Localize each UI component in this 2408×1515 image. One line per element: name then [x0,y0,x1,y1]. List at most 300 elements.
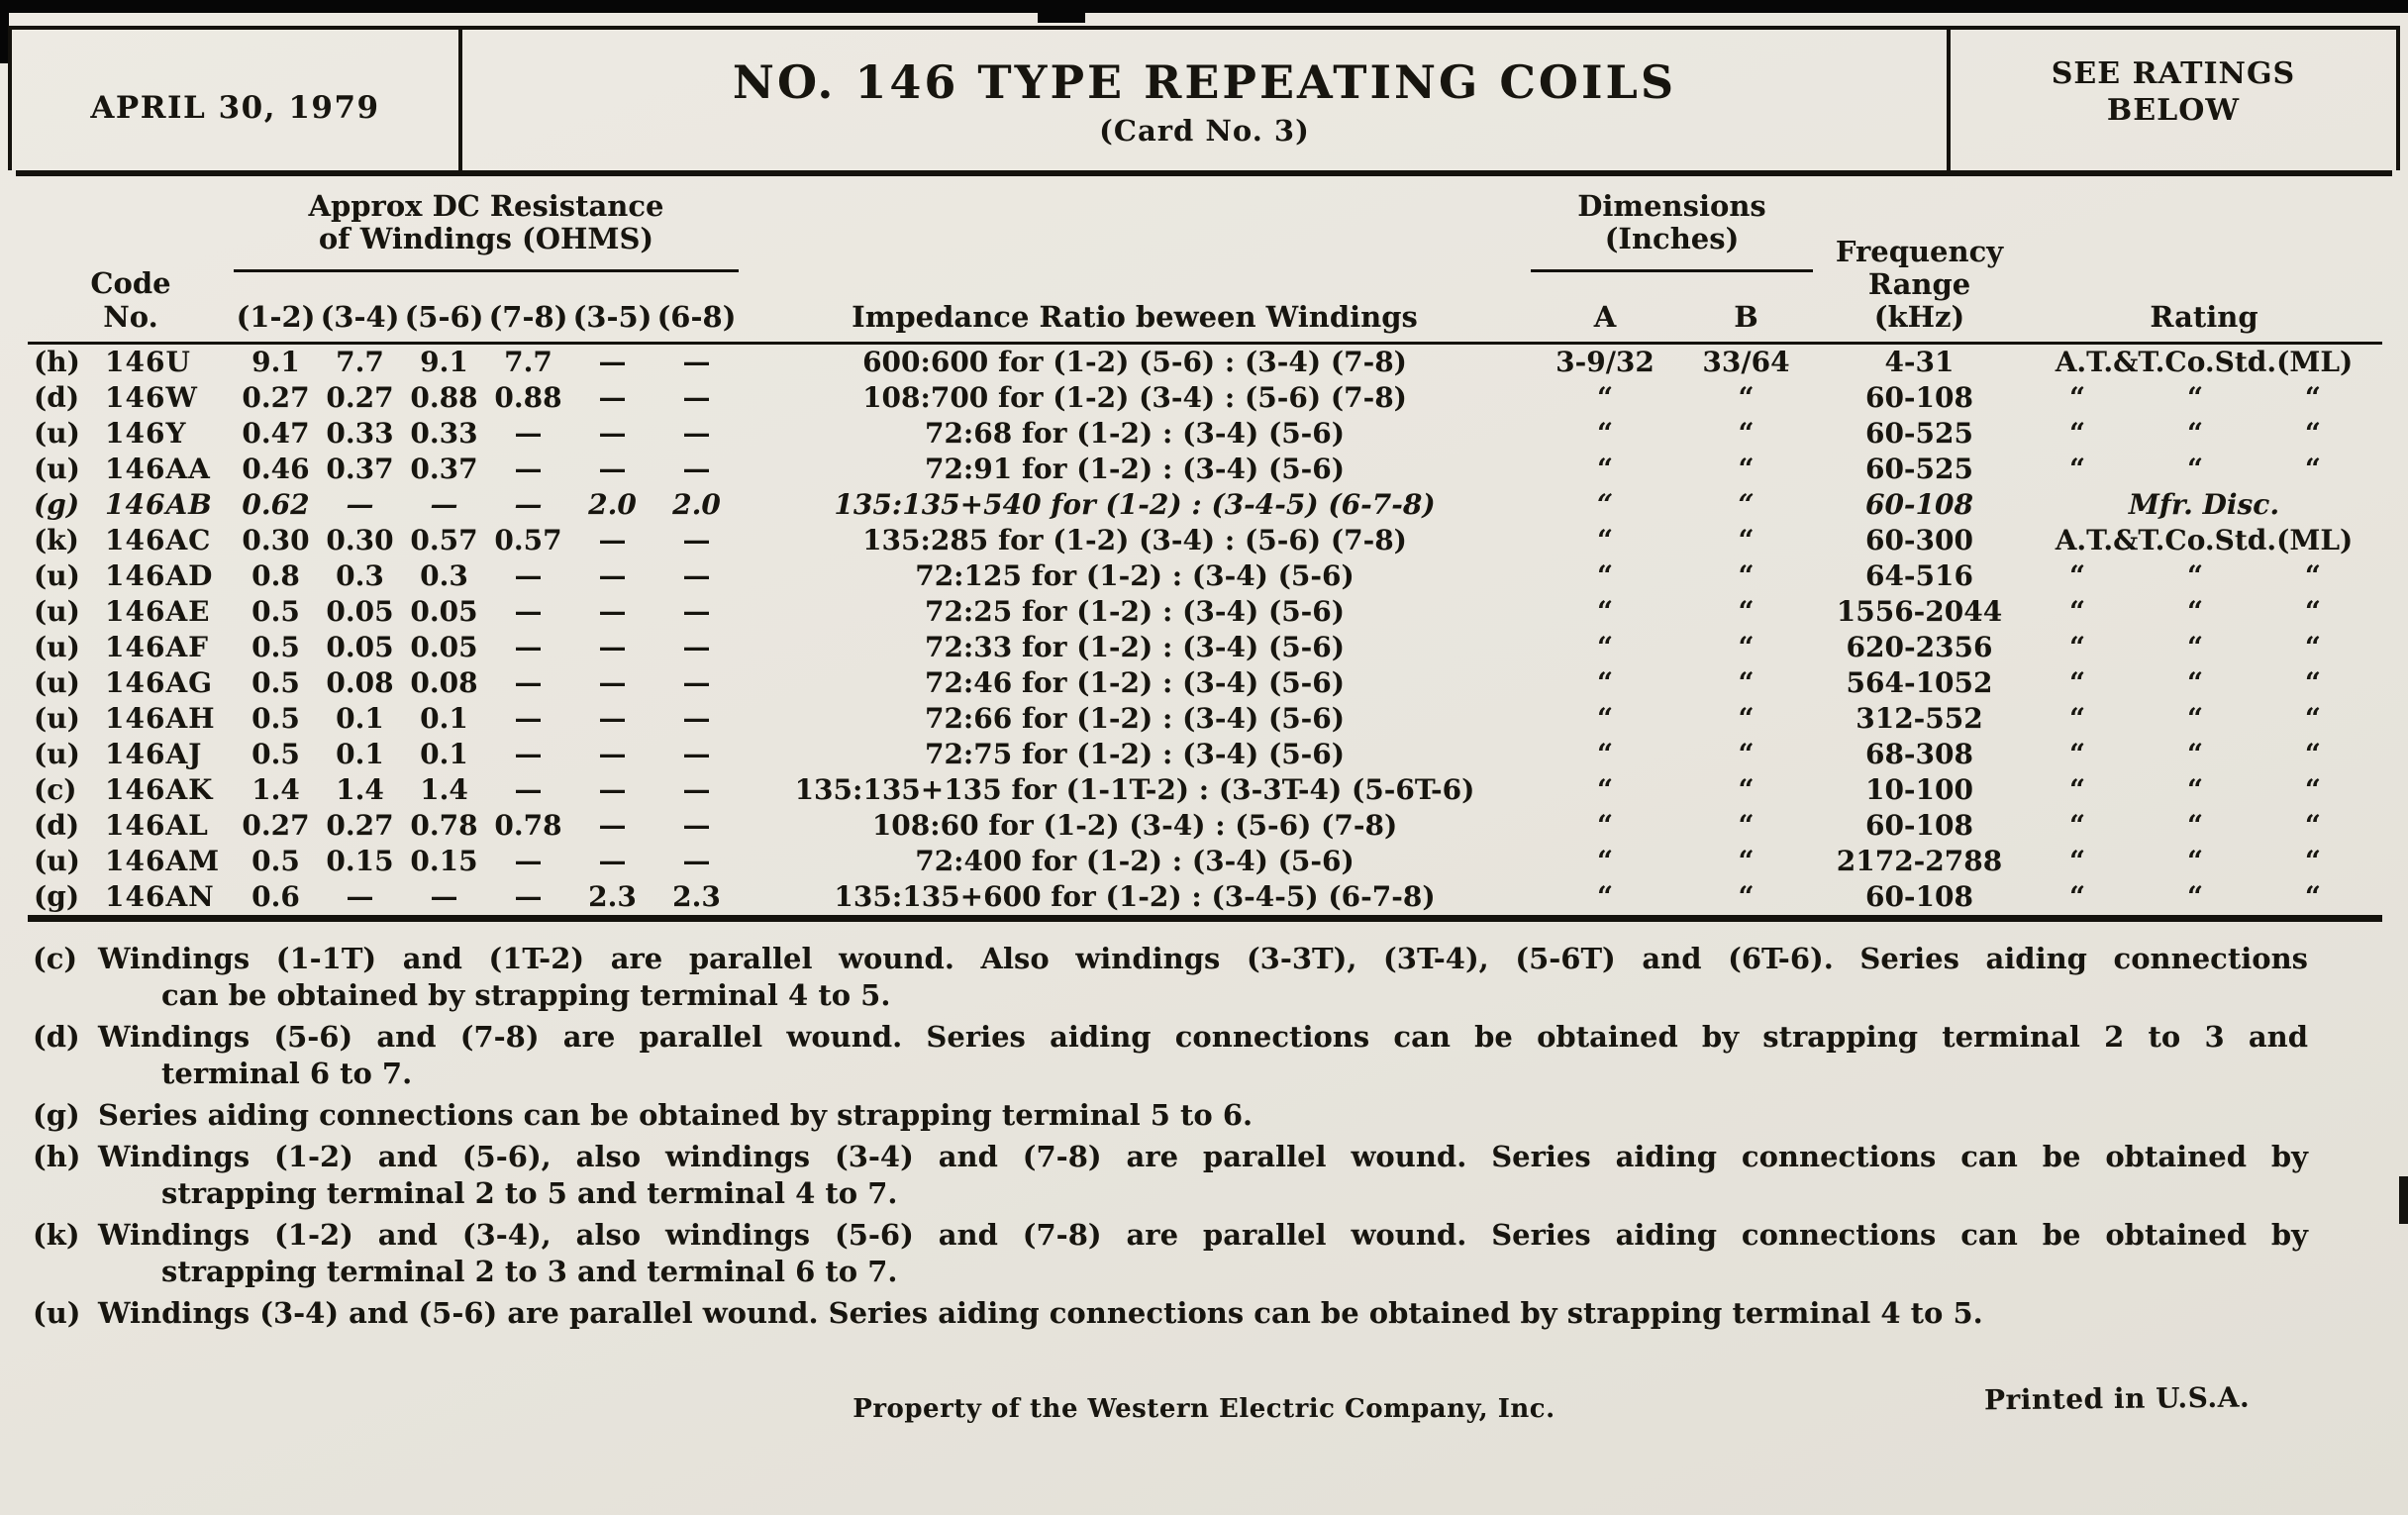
card-header [8,26,2400,170]
row-rating [2026,808,2382,844]
row-impedance-ratio: 108:60 for (1-2) (3-4) : (5-6) (7-8) [871,809,1398,842]
row-dimension-b: 33/64 [1702,346,1790,378]
col-header-frequency [1813,236,2026,342]
row-rating [2026,380,2382,416]
row-code-no: 146AJ [105,738,203,770]
table-row [28,844,2382,879]
row-dimension-a: “ [1596,809,1614,842]
row-dimension-b: “ [1738,631,1755,663]
row-resistance-value: 0.57 [410,524,478,556]
col-header-code [28,266,234,342]
row-impedance-ratio: 108:700 for (1-2) (3-4) : (5-6) (7-8) [862,381,1407,414]
col-group-resistance [234,180,739,342]
row-resistance-value: 0.27 [326,381,394,414]
table-row [28,808,2382,844]
footnote-line: Windings (5-6) and (7-8) are parallel wound. Series aiding connections can be obtained by strapping terminal 2 to 3 and [98,1020,2308,1054]
row-resistance-value: 0.3 [420,559,468,592]
row-resistance-value: — [598,631,627,663]
row-frequency-range: 60-108 [1864,381,1974,414]
row-resistance-value: — [598,417,627,450]
row-resistance-value: — [682,346,711,378]
col-header-code-line1: Code [90,266,171,300]
row-code-no: 146AF [105,631,210,663]
row-rating [2026,844,2382,879]
rating-segment: “ [2304,417,2321,450]
col-header-rating: Rating [2150,300,2258,334]
col-header-dim-a: A [1593,300,1617,334]
row-resistance-value: 0.5 [251,702,300,735]
rating-segment: Mfr. Disc. [2128,488,2280,521]
row-frequency-range: 60-300 [1864,524,1974,556]
row-code-no: 146AG [105,666,214,699]
row-dimension-b: “ [1738,773,1755,806]
footnote-key: (k) [33,1218,80,1252]
rating-segment: “ [2069,880,2086,913]
resistance-group-line2: of Windings (OHMS) [318,222,654,255]
card-title-block [462,30,1951,170]
row-dimension-a: “ [1596,666,1614,699]
row-dimension-a: “ [1596,880,1614,913]
col-header-frequency-line3: (kHz) [1873,300,1965,334]
row-code-no: 146AK [105,773,214,806]
row-resistance-value: 0.78 [494,809,562,842]
rating-segment: A.T.&T.Co.Std.(ML) [2055,346,2354,378]
row-resistance-value: — [514,453,543,485]
row-frequency-range: 68-308 [1864,738,1974,770]
row-footnote-key: (d) [34,809,80,842]
row-dimension-b: “ [1738,417,1755,450]
scan-artifact-top-strip [0,0,2408,13]
row-resistance-value: — [514,488,543,521]
row-footnote-key: (u) [34,595,80,628]
row-frequency-range: 60-108 [1864,809,1974,842]
row-code-no: 146AB [105,488,213,521]
row-dimension-a: “ [1596,417,1614,450]
row-resistance-value: 2.0 [588,488,637,521]
row-dimension-b: “ [1738,488,1755,521]
rating-segment: “ [2186,417,2204,450]
row-resistance-value: 2.0 [672,488,721,521]
footnote-line: Series aiding connections can be obtained by strapping terminal 5 to 6. [98,1098,1254,1132]
row-resistance-value: 0.5 [251,595,300,628]
row-resistance-value: 0.27 [326,809,394,842]
row-dimension-b: “ [1738,453,1755,485]
row-resistance-value: 0.8 [251,559,300,592]
row-footnote-key: (u) [34,738,80,770]
card-date: APRIL 30, 1979 [12,30,462,170]
rating-segment: “ [2186,809,2204,842]
row-resistance-value: — [514,559,543,592]
see-ratings-line2: BELOW [2106,93,2241,128]
row-resistance-value: 1.4 [336,773,384,806]
rating-segment: “ [2304,738,2321,770]
row-resistance-value: — [682,417,711,450]
row-dimension-a: “ [1596,559,1614,592]
printed-note: Printed in U.S.A. [1983,1380,2251,1417]
row-rating [2026,737,2382,772]
row-resistance-value: — [598,845,627,877]
dimensions-group-title [1531,180,1813,272]
row-resistance-value: — [682,845,711,877]
rating-segment: “ [2069,773,2086,806]
row-footnote-key: (d) [34,381,80,414]
row-resistance-value: — [514,880,543,913]
rating-segment: “ [2069,702,2086,735]
rating-segment: “ [2304,631,2321,663]
row-resistance-value: — [598,453,627,485]
row-rating [2026,879,2382,915]
rating-segment: “ [2069,845,2086,877]
row-footnote-key: (c) [34,773,77,806]
row-resistance-value: — [430,488,458,521]
footnote-key: (g) [33,1098,80,1132]
row-dimension-a: “ [1596,453,1614,485]
col-header-resistance: (5-6) [404,300,484,334]
row-footnote-key: (u) [34,702,80,735]
row-code-no: 146AH [105,702,216,735]
row-resistance-value: — [598,595,627,628]
property-note: Property of the Western Electric Company, Inc. [853,1394,1555,1424]
rating-segment: “ [2304,702,2321,735]
table-row [28,772,2382,808]
row-dimension-b: “ [1738,666,1755,699]
row-rating [2026,416,2382,452]
row-resistance-value: 0.5 [251,631,300,663]
row-dimension-b: “ [1738,880,1755,913]
rating-segment: “ [2304,880,2321,913]
footnote-text [98,1217,2308,1290]
row-footnote-key: (k) [34,524,79,556]
row-resistance-value: 0.5 [251,666,300,699]
row-resistance-value: 0.47 [242,417,310,450]
rating-segment: “ [2069,453,2086,485]
row-impedance-ratio: 135:285 for (1-2) (3-4) : (5-6) (7-8) [862,524,1407,556]
row-resistance-value: 0.57 [494,524,562,556]
row-resistance-value: 0.1 [336,702,384,735]
row-frequency-range: 1556-2044 [1836,595,2003,628]
footnote-c [33,941,2381,1014]
row-dimension-a: 3-9/32 [1555,346,1655,378]
footnote-u [33,1295,2381,1332]
table-row [28,380,2382,416]
table-row [28,701,2382,737]
row-frequency-range: 620-2356 [1846,631,1993,663]
row-resistance-value: 0.37 [326,453,394,485]
row-frequency-range: 60-525 [1864,417,1974,450]
footnote-line: strapping terminal 2 to 3 and terminal 6 to 7. [161,1255,898,1288]
table-row [28,665,2382,701]
row-impedance-ratio: 72:75 for (1-2) : (3-4) (5-6) [924,738,1346,770]
row-dimension-b: “ [1738,738,1755,770]
row-resistance-value: — [514,773,543,806]
row-resistance-value: — [598,346,627,378]
row-footnote-key: (u) [34,666,80,699]
row-resistance-value: — [682,666,711,699]
row-resistance-value: — [598,559,627,592]
row-impedance-ratio: 600:600 for (1-2) (5-6) : (3-4) (7-8) [862,346,1407,378]
row-resistance-value: 0.33 [326,417,394,450]
row-rating [2026,452,2382,487]
row-resistance-value: — [682,773,711,806]
row-code-no: 146AM [105,845,221,877]
rating-segment: “ [2304,666,2321,699]
resistance-group-title [234,180,739,272]
footnote-text [98,1295,2308,1332]
row-resistance-value: — [682,453,711,485]
row-resistance-value: 1.4 [251,773,300,806]
row-impedance-ratio: 72:33 for (1-2) : (3-4) (5-6) [924,631,1346,663]
row-resistance-value: 0.1 [420,738,468,770]
dimensions-group-line1: Dimensions [1577,189,1766,223]
row-resistance-value: 2.3 [672,880,721,913]
rating-segment: “ [2186,738,2204,770]
row-frequency-range: 60-525 [1864,453,1974,485]
resistance-subheaders [234,300,739,342]
row-code-no: 146AC [105,524,212,556]
col-header-resistance: (3-4) [320,300,400,334]
scan-artifact-notch [1038,12,1085,23]
row-resistance-value: — [598,809,627,842]
row-impedance-ratio: 72:68 for (1-2) : (3-4) (5-6) [924,417,1346,450]
col-group-dimensions [1531,180,1813,342]
row-frequency-range: 4-31 [1884,346,1955,378]
row-footnote-key: (u) [34,845,80,877]
row-resistance-value: 0.62 [242,488,310,521]
row-impedance-ratio: 72:66 for (1-2) : (3-4) (5-6) [924,702,1346,735]
row-code-no: 146AL [105,809,209,842]
row-footnote-key: (u) [34,417,80,450]
row-resistance-value: 0.46 [242,453,310,485]
row-resistance-value: 0.6 [251,880,300,913]
dimensions-group-line2: (Inches) [1604,222,1740,255]
row-resistance-value: 0.05 [326,631,394,663]
row-resistance-value: — [682,595,711,628]
row-resistance-value: — [682,809,711,842]
row-dimension-b: “ [1738,559,1755,592]
row-resistance-value: 0.33 [410,417,478,450]
row-resistance-value: 0.05 [410,631,478,663]
row-dimension-a: “ [1596,773,1614,806]
rating-segment: “ [2304,595,2321,628]
row-impedance-ratio: 135:135+135 for (1-1T-2) : (3-3T-4) (5-6T-6) [794,773,1475,806]
row-dimension-a: “ [1596,845,1614,877]
footnote-k [33,1217,2381,1290]
coil-table [28,180,2382,922]
row-resistance-value: — [598,773,627,806]
row-impedance-ratio: 72:400 for (1-2) : (3-4) (5-6) [915,845,1354,877]
table-row [28,345,2382,380]
rating-segment: “ [2186,595,2204,628]
row-resistance-value: — [346,880,374,913]
row-rating [2026,523,2382,558]
row-resistance-value: 0.30 [326,524,394,556]
row-footnote-key: (g) [34,880,80,913]
row-resistance-value: — [682,631,711,663]
table-row [28,630,2382,665]
footnote-key: (c) [33,942,78,975]
rating-segment: “ [2069,381,2086,414]
row-resistance-value: 0.30 [242,524,310,556]
row-resistance-value: — [598,524,627,556]
row-resistance-value: 0.88 [494,381,562,414]
rating-segment: A.T.&T.Co.Std.(ML) [2055,524,2354,556]
row-resistance-value: 2.3 [588,880,637,913]
row-resistance-value: — [514,631,543,663]
scan-artifact-edge-mark [2399,1176,2408,1224]
row-frequency-range: 564-1052 [1846,666,1993,699]
table-row [28,487,2382,523]
footnote-line: terminal 6 to 7. [161,1057,413,1090]
rating-segment: “ [2186,880,2204,913]
rating-segment: “ [2069,809,2086,842]
row-frequency-range: 2172-2788 [1836,845,2003,877]
row-resistance-value: 0.37 [410,453,478,485]
rating-segment: “ [2186,453,2204,485]
row-resistance-value: 0.08 [326,666,394,699]
row-resistance-value: 9.1 [251,346,300,378]
rating-segment: “ [2069,666,2086,699]
row-resistance-value: — [514,702,543,735]
row-resistance-value: 0.05 [326,595,394,628]
row-resistance-value: 0.15 [326,845,394,877]
footnote-text [98,941,2308,1014]
row-dimension-b: “ [1738,702,1755,735]
footnote-h [33,1139,2381,1212]
row-resistance-value: 1.4 [420,773,468,806]
row-resistance-value: — [598,738,627,770]
row-code-no: 146AA [105,453,211,485]
rating-segment: “ [2304,559,2321,592]
row-rating [2026,558,2382,594]
rating-segment: “ [2186,773,2204,806]
row-resistance-value: — [514,595,543,628]
row-resistance-value: 0.1 [420,702,468,735]
row-resistance-value: 9.1 [420,346,468,378]
card-subtitle: (Card No. 3) [1099,113,1310,148]
row-dimension-b: “ [1738,809,1755,842]
footnote-text [98,1019,2308,1092]
row-rating [2026,772,2382,808]
row-resistance-value: — [514,417,543,450]
rating-segment: “ [2186,702,2204,735]
row-dimension-a: “ [1596,631,1614,663]
rating-segment: “ [2304,381,2321,414]
row-code-no: 146Y [105,417,187,450]
row-resistance-value: 0.08 [410,666,478,699]
rating-segment: “ [2069,738,2086,770]
row-resistance-value: 7.7 [504,346,552,378]
footnote-line: can be obtained by strapping terminal 4 to 5. [161,978,891,1012]
row-dimension-a: “ [1596,595,1614,628]
row-footnote-key: (u) [34,631,80,663]
row-footnote-key: (u) [34,559,80,592]
row-dimension-b: “ [1738,524,1755,556]
row-resistance-value: — [346,488,374,521]
row-impedance-ratio: 72:25 for (1-2) : (3-4) (5-6) [924,595,1346,628]
table-row [28,737,2382,772]
footnotes [33,941,2381,1337]
row-resistance-value: 0.27 [242,381,310,414]
footnote-key: (d) [33,1020,80,1054]
table-header [28,180,2382,345]
col-header-resistance: (7-8) [488,300,568,334]
col-header-impedance: Impedance Ratio beween Windings [852,300,1418,334]
col-header-dim-b: B [1734,300,1758,334]
footnote-line: Windings (1-1T) and (1T-2) are parallel wound. Also windings (3-3T), (3T-4), (5-6T) and (6T-6). Series aiding connections [98,942,2308,975]
row-code-no: 146U [105,346,191,378]
row-code-no: 146AN [105,880,215,913]
row-resistance-value: — [514,738,543,770]
footnote-key: (u) [33,1296,81,1330]
rating-segment: “ [2069,595,2086,628]
footnote-line: Windings (1-2) and (5-6), also windings (3-4) and (7-8) are parallel wound. Series aiding connections can be obtained by [98,1140,2308,1173]
rating-segment: “ [2069,631,2086,663]
table-row [28,452,2382,487]
footnote-text [98,1097,2308,1134]
col-header-resistance: (1-2) [236,300,316,334]
footnote-line: Windings (3-4) and (5-6) are parallel wound. Series aiding connections can be obtained by strapping terminal 4 to 5. [98,1296,1983,1330]
col-header-frequency-line2: Range [1867,267,1971,301]
table-row [28,558,2382,594]
row-rating [2026,665,2382,701]
row-resistance-value: — [598,702,627,735]
row-dimension-a: “ [1596,524,1614,556]
row-frequency-range: 60-108 [1864,488,1974,521]
row-resistance-value: 0.27 [242,809,310,842]
row-resistance-value: 0.88 [410,381,478,414]
card-title: NO. 146 TYPE REPEATING COILS [732,54,1677,109]
row-impedance-ratio: 72:46 for (1-2) : (3-4) (5-6) [924,666,1346,699]
rating-segment: “ [2304,773,2321,806]
row-frequency-range: 10-100 [1864,773,1974,806]
row-dimension-a: “ [1596,488,1614,521]
row-frequency-range: 60-108 [1864,880,1974,913]
header-divider-rule [16,170,2392,176]
row-resistance-value: — [514,666,543,699]
col-header-code-line2: No. [103,300,158,334]
row-resistance-value: 0.78 [410,809,478,842]
rating-segment: “ [2304,845,2321,877]
row-resistance-value: 0.15 [410,845,478,877]
row-dimension-a: “ [1596,381,1614,414]
dimensions-subheaders [1531,300,1813,342]
row-resistance-value: — [682,559,711,592]
row-dimension-b: “ [1738,845,1755,877]
row-resistance-value: 0.5 [251,738,300,770]
rating-segment: “ [2186,559,2204,592]
row-resistance-value: — [598,666,627,699]
rating-segment: “ [2186,631,2204,663]
col-header-resistance: (6-8) [656,300,737,334]
row-resistance-value: — [682,738,711,770]
footnote-text [98,1139,2308,1212]
rating-segment: “ [2186,381,2204,414]
row-rating [2026,630,2382,665]
table-rows [28,345,2382,922]
table-row [28,594,2382,630]
footnote-key: (h) [33,1140,81,1173]
footnote-d [33,1019,2381,1092]
row-resistance-value: — [682,524,711,556]
row-frequency-range: 64-516 [1864,559,1974,592]
footnote-g [33,1097,2381,1134]
row-rating [2026,701,2382,737]
row-rating [2026,487,2382,523]
row-dimension-a: “ [1596,702,1614,735]
see-ratings-line1: SEE RATINGS [2051,56,2296,91]
row-frequency-range: 312-552 [1856,702,1983,735]
row-resistance-value: 0.3 [336,559,384,592]
